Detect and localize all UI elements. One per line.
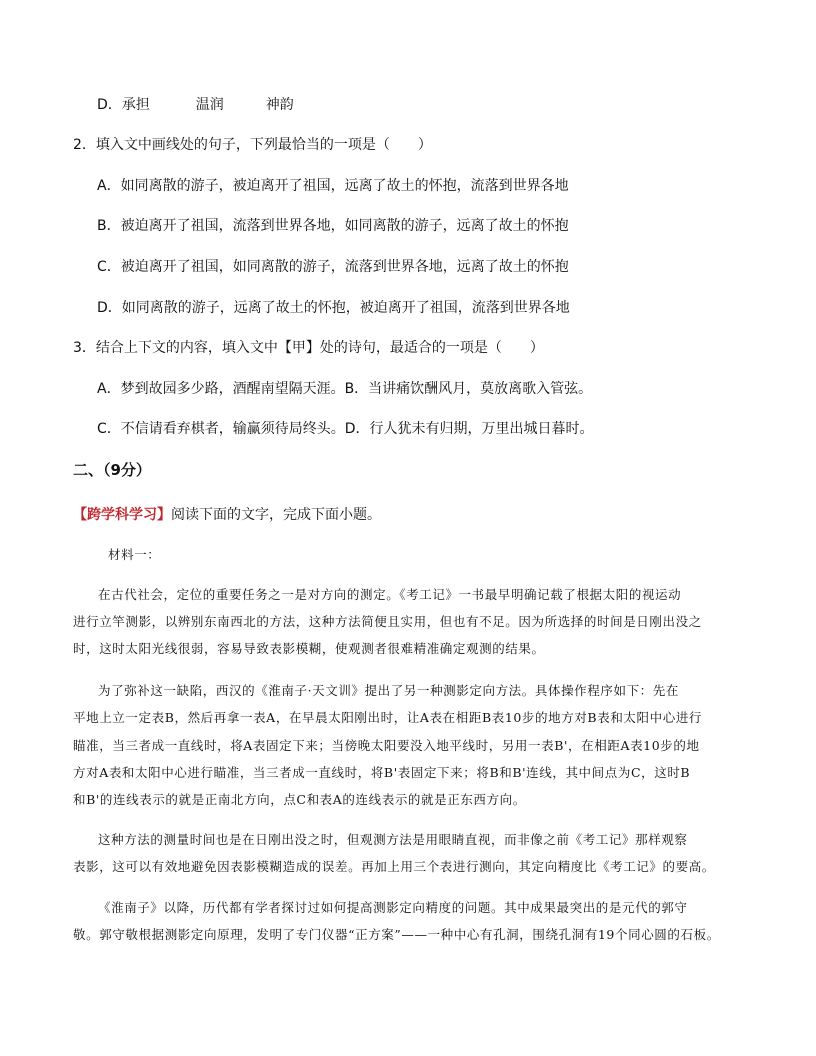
material-para2-line2: 平地上立一定表B，然后再拿一表A，在早晨太阳刚出时，让A表在相距B表10步的地方对B表和太阳中心进行 bbox=[73, 710, 703, 725]
section-2-instruction: 阅读下面的文字，完成下面小题。 bbox=[171, 507, 381, 523]
q1-option-d bbox=[97, 96, 294, 114]
material-para3-line2: 表影，这可以有效地避免因表影模糊造成的误差。再加上用三个表进行测向，其定向精度比《考工记》的要高。 bbox=[73, 859, 715, 874]
q2-option-d: D．如同离散的游子，远离了故土的怀抱，被迫离开了祖国，流落到世界各地 bbox=[97, 300, 570, 316]
interdisciplinary-tag: 【跨学科学习】 bbox=[73, 507, 171, 523]
q1-option-d-word2: 温润 bbox=[195, 97, 224, 113]
material-para2-line4: 方对A表和太阳中心进行瞄准，当三者成一直线时，将B'表固定下来；将B和B'连线，其中间点为C，这时B bbox=[73, 765, 691, 780]
q3-options-cd: C．不信请看弃棋者，输赢须待局终头。D．行人犹未有归期，万里出城日暮时。 bbox=[97, 421, 594, 437]
material-para3-line1: 这种方法的测量时间也是在日刚出没之时，但观测方法是用眼睛直视，而非像之前《考工记》那样观察 bbox=[98, 832, 688, 847]
q3-stem: 3．结合上下文的内容，填入文中【甲】处的诗句，最适合的一项是（ ） bbox=[73, 340, 544, 356]
q2-option-b: B．被迫离开了祖国，流落到世界各地，如同离散的游子，远离了故土的怀抱 bbox=[97, 218, 569, 234]
section-2-heading: 二、（9分） bbox=[73, 461, 151, 479]
material-label: 材料一： bbox=[108, 547, 161, 562]
q3-options-ab: A．梦到故园多少路，酒醒南望隔天涯。B．当讲痛饮酬风月，莫放离歌入管弦。 bbox=[97, 381, 593, 397]
material-para2-line3: 瞄准，当三者成一直线时，将A表固定下来；当傍晚太阳要没入地平线时，另用一表B'，在相距A表10步的地 bbox=[73, 738, 700, 753]
material-para2-line5: 和B'的连线表示的就是正南北方向，点C和表A的连线表示的就是正东西方向。 bbox=[73, 792, 526, 807]
q2-option-a: A．如同离散的游子，被迫离开了祖国，远离了故土的怀抱，流落到世界各地 bbox=[97, 178, 569, 194]
material-para2-line1: 为了弥补这一缺陷，西汉的《淮南子·天文训》提出了另一种测影定向方法。具体操作程序如下：先在 bbox=[98, 683, 679, 698]
material-para1-line1: 在古代社会，定位的重要任务之一是对方向的测定。《考工记》一书最早明确记载了根据太阳的视运动 bbox=[98, 587, 682, 602]
material-para4-line2: 敬。郭守敬根据测影定向原理，发明了专门仪器“正方案”——一种中心有孔洞，围绕孔洞有19个同心圆的石板。 bbox=[73, 927, 720, 942]
q1-option-d-word3: 神韵 bbox=[265, 97, 294, 113]
material-para1-line2: 进行立竿测影，以辨别东南西北的方法，这种方法简便且实用，但也有不足。因为所选择的时间是日刚出没之 bbox=[73, 614, 702, 629]
material-para1-line3: 时，这时太阳光线很弱，容易导致表影模糊，使观测者很难精准确定观测的结果。 bbox=[73, 641, 545, 656]
q2-stem: 2．填入文中画线处的句子，下列最恰当的一项是（ ） bbox=[73, 137, 432, 153]
section-2-instruction-line bbox=[73, 506, 381, 524]
q2-option-c: C．被迫离开了祖国，如同离散的游子，流落到世界各地，远离了故土的怀抱 bbox=[97, 259, 569, 275]
q1-option-d-letter: D．承担 bbox=[97, 97, 150, 113]
material-para4-line1: 《淮南子》以降，历代都有学者探讨过如何提高测影定向精度的问题。其中成果最突出的是元代的郭守 bbox=[98, 900, 688, 915]
